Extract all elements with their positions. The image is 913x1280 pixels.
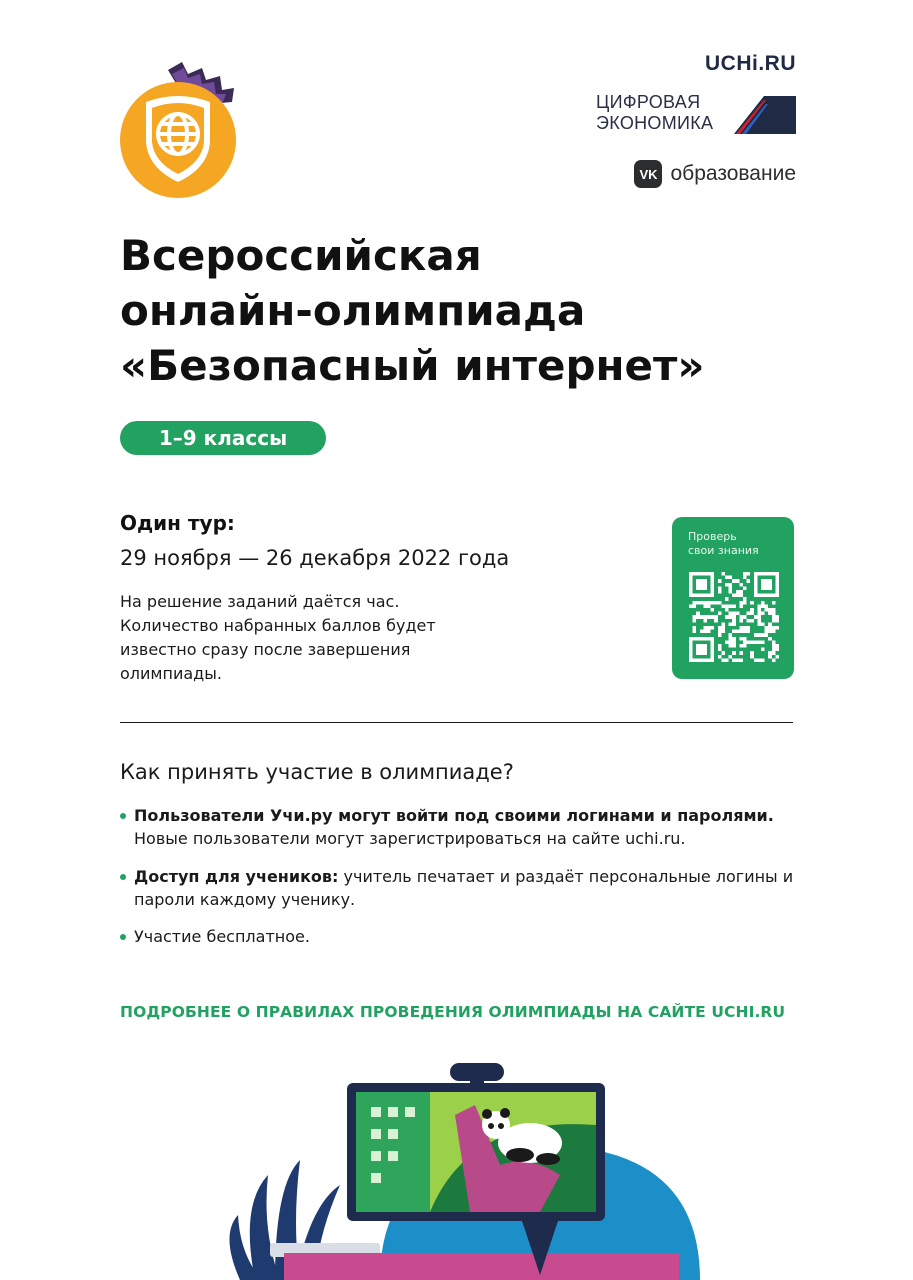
national-projects-icon	[734, 96, 796, 134]
qr-caption: Проверь свои знания	[688, 530, 759, 557]
grade-badge: 1–9 классы	[120, 421, 326, 455]
page-title	[120, 228, 820, 393]
computer-illustration	[0, 1055, 913, 1280]
title-line-2: онлайн-олимпиада	[120, 286, 586, 335]
qr-card[interactable]	[672, 517, 794, 679]
vk-education-logo	[634, 160, 796, 188]
list-item: Участие бесплатное.	[120, 925, 800, 948]
vk-label: образование	[670, 162, 796, 185]
title-line-3: «Безопасный интернет»	[120, 341, 705, 390]
divider	[120, 722, 793, 723]
olympiad-shield-logo	[110, 50, 250, 200]
participation-list	[120, 804, 800, 948]
tour-dates: 29 ноября — 26 декабря 2022 года	[120, 546, 510, 570]
cifr-line-2: ЭКОНОМИКА	[596, 113, 714, 133]
tour-description: На решение заданий даётся час. Количество набранных баллов будет известно сразу после завершения олимпиады.	[120, 592, 436, 683]
qr-code-icon[interactable]	[689, 572, 779, 662]
list-item: Пользователи Учи.ру могут войти под своими логинами и паролями. Новые пользователи могут зарегистрироваться на сайте uchi.ru.	[120, 804, 800, 850]
cifr-line-1: ЦИФРОВАЯ	[596, 92, 701, 112]
participation-heading: Как принять участие в олимпиаде?	[120, 760, 514, 784]
title-line-1: Всероссийская	[120, 231, 482, 280]
partner-logos	[596, 52, 796, 185]
vk-icon: VK	[634, 160, 662, 188]
tour-heading: Один тур:	[120, 511, 235, 535]
digital-economy-logo	[596, 92, 796, 136]
rules-link[interactable]: ПОДРОБНЕЕ О ПРАВИЛАХ ПРОВЕДЕНИЯ ОЛИМПИАДЫ НА САЙТЕ UCHI.RU	[120, 1003, 786, 1021]
uchi-ru-logo: UCHi.RU	[705, 52, 796, 75]
list-item: Доступ для учеников: учитель печатает и раздаёт персональные логины и пароли каждому ученику.	[120, 865, 800, 911]
